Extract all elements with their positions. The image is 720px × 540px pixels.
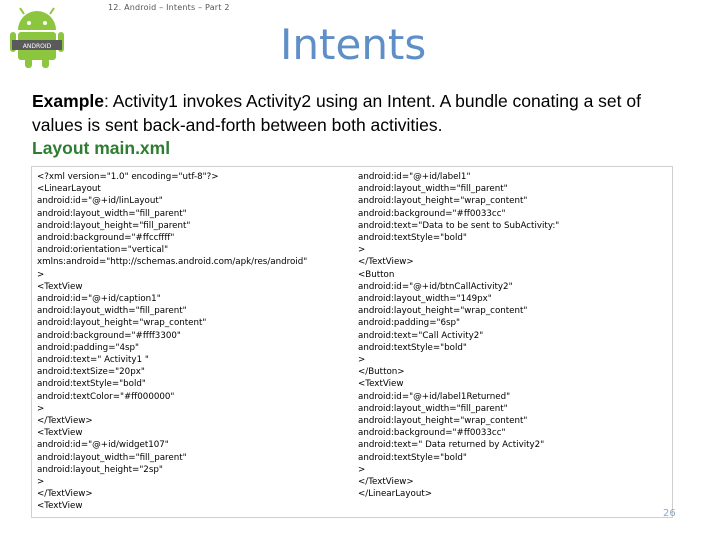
code-line: android:text="Data to be sent to SubActivity:": [358, 220, 560, 231]
code-line: android:text=" Activity1 ": [37, 355, 149, 366]
code-line: android:text="Call Activity2": [358, 330, 484, 341]
code-column-left: [37, 171, 307, 513]
android-logo: [4, 4, 70, 70]
code-line: </TextView>: [358, 477, 414, 488]
code-line: android:background="#ff0033cc": [358, 428, 506, 439]
page-number: 26: [663, 508, 676, 519]
page-title: Intents: [280, 20, 427, 69]
layout-heading: Layout main.xml: [32, 138, 171, 158]
code-column-right: [358, 171, 559, 500]
section-label: 12. Android – Intents – Part 2: [108, 3, 230, 12]
code-line: android:layout_height="wrap_content": [358, 306, 528, 317]
code-line: >: [358, 464, 366, 475]
code-line: android:layout_width="149px": [358, 294, 492, 305]
code-line: >: [37, 477, 45, 488]
example-label: Example: [32, 91, 104, 111]
code-box: [31, 166, 673, 518]
code-line: >: [37, 403, 45, 414]
code-line: <TextView: [37, 501, 83, 512]
code-line: android:id="@+id/label1Returned": [358, 391, 511, 402]
code-line: android:orientation="vertical": [37, 245, 169, 256]
code-line: <Button: [358, 269, 395, 280]
code-line: android:textSize="20px": [37, 367, 145, 378]
code-line: </TextView>: [37, 416, 93, 427]
example-text: : Activity1 invokes Activity2 using an Intent. A bundle conating a set of values is sent back-and-forth between both activities.: [32, 91, 641, 135]
code-line: android:layout_width="fill_parent": [358, 184, 508, 195]
code-line: android:text=" Data returned by Activity2": [358, 440, 545, 451]
code-line: <TextView: [37, 428, 83, 439]
code-line: <TextView: [358, 379, 404, 390]
code-line: android:background="#ffff3300": [37, 330, 181, 341]
code-line: android:layout_width="fill_parent": [37, 306, 187, 317]
code-line: >: [37, 269, 45, 280]
code-line: android:id="@+id/linLayout": [37, 196, 163, 207]
code-line: >: [358, 245, 366, 256]
code-line: <?xml version="1.0" encoding="utf-8"?>: [37, 172, 219, 182]
code-line: android:padding="4sp": [37, 342, 140, 353]
code-line: android:layout_width="fill_parent": [37, 452, 187, 463]
code-line: xmlns:android="http://schemas.android.com/apk/res/android": [37, 257, 308, 268]
code-line: android:textStyle="bold": [358, 342, 467, 353]
code-line: android:layout_height="2sp": [37, 464, 163, 475]
code-line: android:id="@+id/widget107": [37, 440, 169, 451]
code-line: android:textColor="#ff000000": [37, 391, 175, 402]
code-line: <LinearLayout: [37, 184, 101, 195]
code-line: </Button>: [358, 367, 405, 378]
code-line: </TextView>: [358, 257, 414, 268]
code-line: android:layout_height="wrap_content": [358, 416, 528, 427]
code-line: </LinearLayout>: [358, 489, 433, 500]
code-line: android:padding="6sp": [358, 318, 461, 329]
code-line: <TextView: [37, 281, 83, 292]
code-line: android:layout_width="fill_parent": [358, 403, 508, 414]
code-line: android:layout_width="fill_parent": [37, 208, 187, 219]
example-paragraph: [32, 89, 692, 137]
code-line: android:layout_height="fill_parent": [37, 220, 191, 231]
code-line: android:background="#ff0033cc": [358, 208, 506, 219]
code-line: >: [358, 355, 366, 366]
code-line: android:id="@+id/label1": [358, 172, 471, 182]
code-line: android:textStyle="bold": [37, 379, 146, 390]
code-line: android:textStyle="bold": [358, 452, 467, 463]
code-line: android:textStyle="bold": [358, 233, 467, 244]
android-robot-icon: [4, 4, 70, 70]
code-line: android:id="@+id/caption1": [37, 294, 161, 305]
code-line: </TextView>: [37, 489, 93, 500]
code-line: android:background="#ffccffff": [37, 233, 175, 244]
code-line: android:layout_height="wrap_content": [358, 196, 528, 207]
code-line: android:layout_height="wrap_content": [37, 318, 207, 329]
logo-text: ANDROID: [22, 43, 52, 50]
code-line: android:id="@+id/btnCallActivity2": [358, 281, 513, 292]
